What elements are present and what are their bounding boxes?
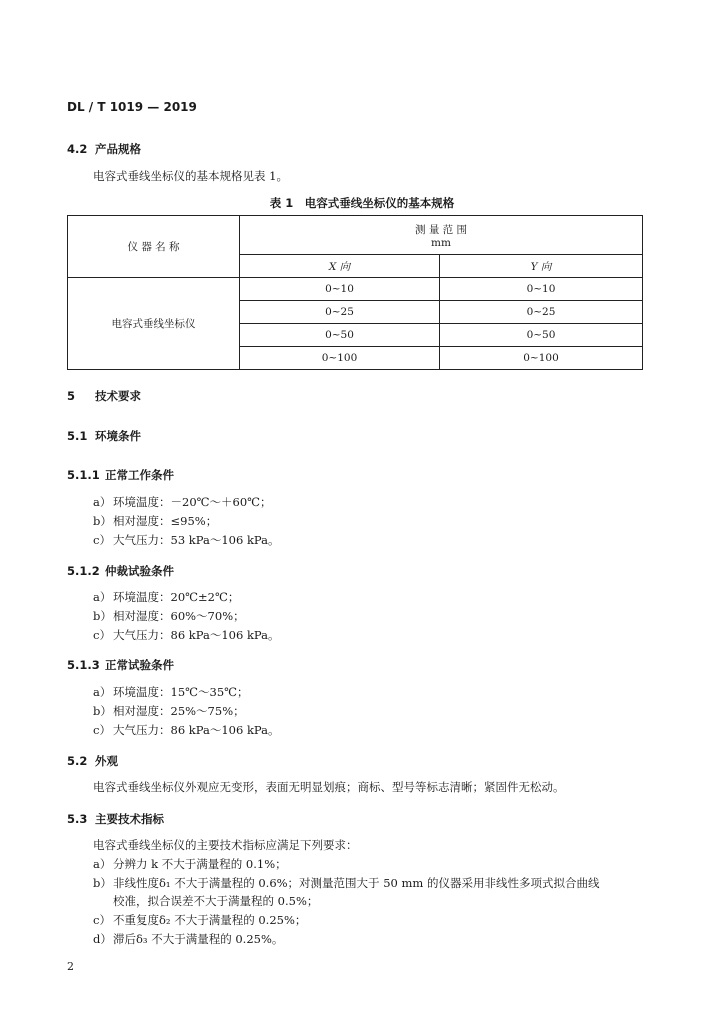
- document-code: DL / T 1019 — 2019: [67, 100, 197, 114]
- range-header-title: 测 量 范 围: [415, 223, 468, 236]
- list-item: c） 大气压力：86 kPa～106 kPa。: [93, 723, 280, 737]
- page-number: 2: [67, 960, 74, 973]
- y-range-cell: 0~100: [440, 347, 643, 370]
- list-item: c） 不重复度δ₂ 不大于满量程的 0.25%；: [93, 913, 307, 927]
- y-range-cell: 0~10: [440, 278, 643, 301]
- list-item: b）非线性度δ₁ 不大于满量程的 0.6%；对测量范围大于 50 mm 的仪器采用非线性多项式拟合曲线: [93, 876, 600, 890]
- section-5-3-intro: 电容式垂线坐标仪的主要技术指标应满足下列要求：: [93, 838, 358, 852]
- section-5-2-text: 电容式垂线坐标仪外观应无变形，表面无明显划痕；商标、型号等标志清晰；紧固件无松动。: [93, 780, 565, 794]
- table-row: [68, 278, 643, 301]
- section-number: 5.1.2: [67, 564, 100, 578]
- instrument-name-header: 仪 器 名 称: [68, 216, 240, 278]
- section-5-2-heading: [67, 753, 118, 769]
- x-range-cell: 0~100: [240, 347, 440, 370]
- range-header: [240, 216, 643, 255]
- list-item: a） 环境温度：15℃～35℃；: [93, 685, 249, 699]
- y-range-cell: 0~25: [440, 301, 643, 324]
- section-title: 正常工作条件: [105, 468, 174, 482]
- section-title: 仲裁试验条件: [105, 564, 174, 578]
- y-range-cell: 0~50: [440, 324, 643, 347]
- list-item: d）滞后δ₃ 不大于满量程的 0.25%。: [93, 932, 284, 946]
- section-number: 5.1.3: [67, 658, 100, 672]
- section-5-3-heading: [67, 811, 164, 827]
- instrument-name: 电容式垂线坐标仪: [68, 278, 240, 370]
- section-title: 外观: [95, 754, 118, 768]
- section-5-heading: [67, 388, 141, 404]
- section-number: 5.2: [67, 754, 88, 768]
- x-range-cell: 0~25: [240, 301, 440, 324]
- section-5-1-2-heading: [67, 563, 174, 579]
- section-number: 5.1: [67, 429, 88, 443]
- section-number: 5.3: [67, 812, 88, 826]
- section-title: 环境条件: [95, 429, 141, 443]
- list-item: c） 大气压力：86 kPa～106 kPa。: [93, 628, 280, 642]
- list-item: b）相对湿度：25%～75%；: [93, 704, 245, 718]
- section-5-1-3-heading: [67, 657, 174, 673]
- section-number: 5: [67, 389, 76, 403]
- section-number: 4.2: [67, 142, 88, 156]
- section-number: 5.1.1: [67, 468, 100, 482]
- table-caption: 表 1 电容式垂线坐标仪的基本规格: [269, 196, 455, 210]
- list-item: c） 大气压力：53 kPa～106 kPa。: [93, 533, 280, 547]
- x-range-cell: 0~50: [240, 324, 440, 347]
- section-title: 正常试验条件: [105, 658, 174, 672]
- list-item-continuation: 校准，拟合误差不大于满量程的 0.5%；: [113, 894, 319, 908]
- list-item: b）相对湿度：≤95%；: [93, 514, 218, 528]
- section-5-1-1-heading: [67, 467, 174, 483]
- range-unit: mm: [431, 236, 451, 249]
- section-5-1-heading: [67, 428, 141, 444]
- list-item: b）相对湿度：60%～70%；: [93, 609, 245, 623]
- section-title: 主要技术指标: [95, 812, 164, 826]
- list-item: a） 分辨力 k 不大于满量程的 0.1%；: [93, 857, 287, 871]
- spec-table: [67, 215, 643, 370]
- section-4-2-heading: [67, 141, 141, 157]
- x-range-cell: 0~10: [240, 278, 440, 301]
- x-header: X 向: [240, 255, 440, 278]
- list-item: a） 环境温度：－20℃～＋60℃；: [93, 495, 272, 509]
- y-header: Y 向: [440, 255, 643, 278]
- list-item: a） 环境温度：20℃±2℃；: [93, 590, 240, 604]
- section-4-2-text: 电容式垂线坐标仪的基本规格见表 1。: [93, 169, 288, 183]
- section-title: 技术要求: [95, 389, 141, 403]
- section-title: 产品规格: [95, 142, 141, 156]
